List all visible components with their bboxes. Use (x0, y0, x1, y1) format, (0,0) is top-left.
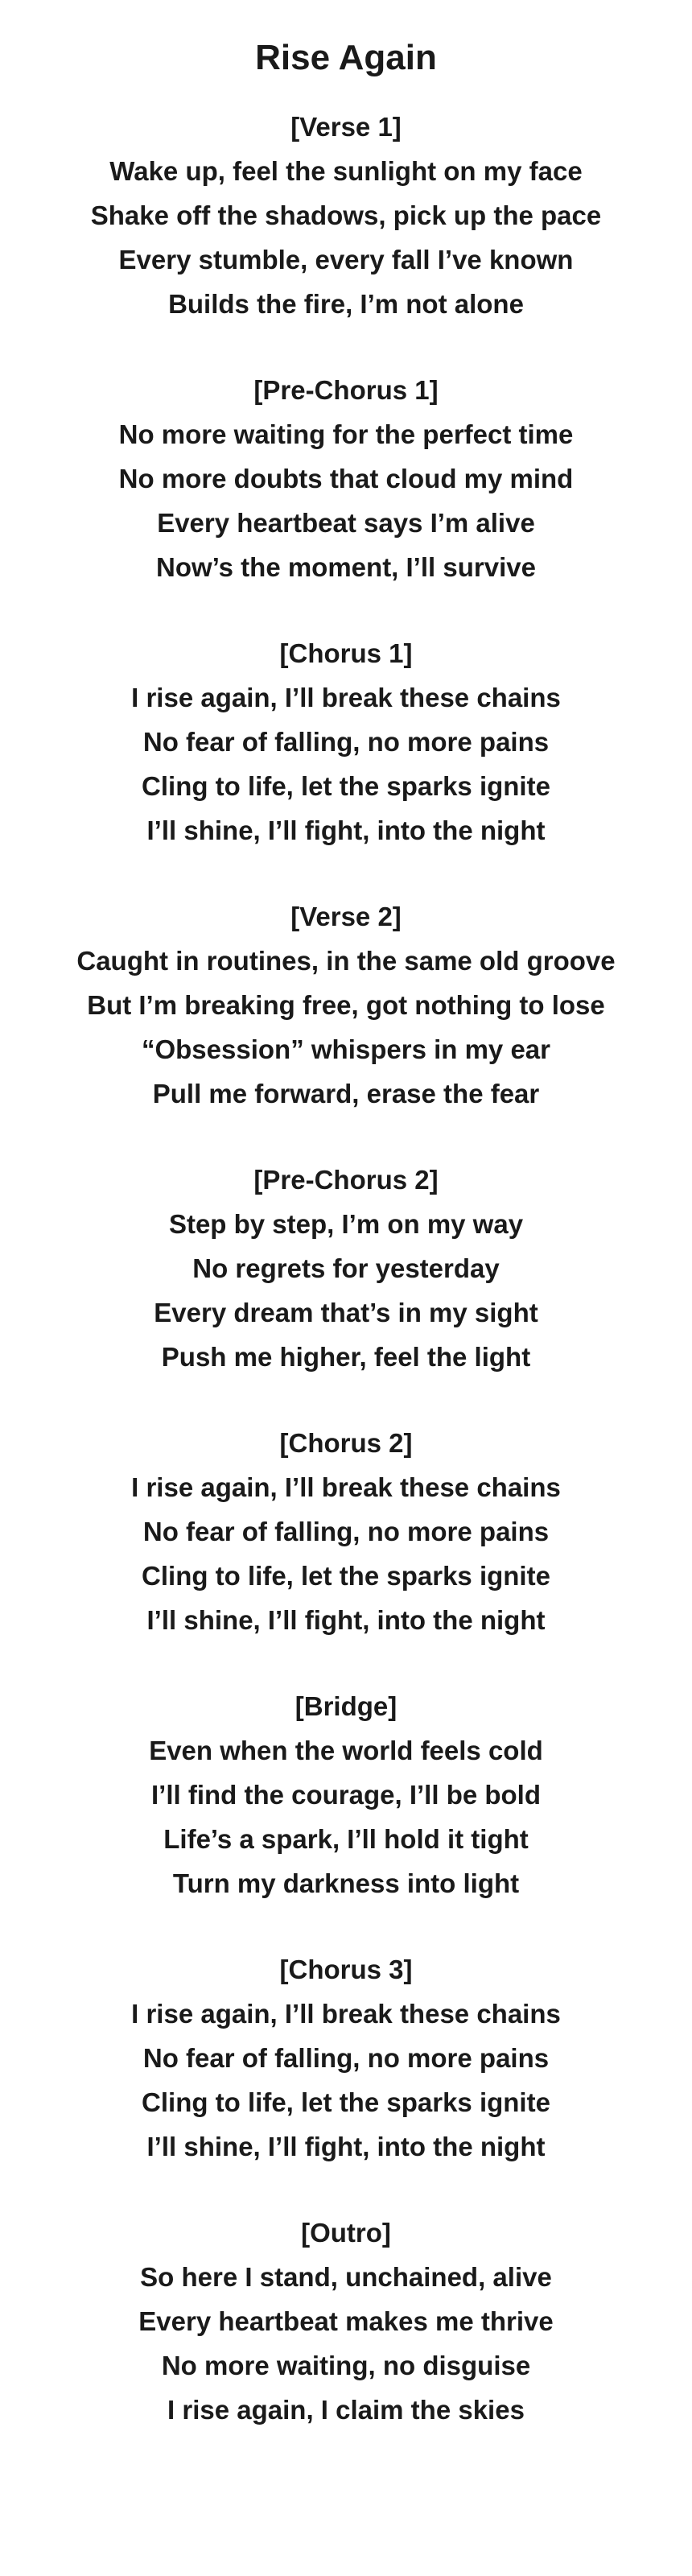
lyric-line: So here I stand, unchained, alive (140, 2262, 552, 2292)
lyric-line: Even when the world feels cold (149, 1736, 543, 1765)
lyric-line: No regrets for yesterday (192, 1253, 500, 1283)
lyric-line: I’ll shine, I’ll fight, into the night (146, 815, 546, 845)
section-header: [Chorus 1] (279, 638, 413, 668)
lyric-line: I’ll shine, I’ll fight, into the night (146, 2132, 546, 2161)
lyric-line: No more waiting, no disguise (161, 2351, 531, 2380)
lyric-line: Now’s the moment, I’ll survive (156, 552, 536, 582)
lyric-line: Cling to life, let the sparks ignite (142, 1561, 550, 1591)
lyric-line: I rise again, I’ll break these chains (131, 1999, 561, 2029)
section-header: [Chorus 2] (279, 1428, 413, 1458)
lyric-line: I rise again, I’ll break these chains (131, 1472, 561, 1502)
lyric-line: No more doubts that cloud my mind (118, 464, 574, 493)
lyric-line: “Obsession” whispers in my ear (141, 1034, 551, 1064)
lyric-line: No fear of falling, no more pains (142, 727, 550, 757)
section-header: [Verse 1] (290, 112, 402, 142)
lyrics-section-pre-chorus-1 (0, 368, 692, 589)
section-header: [Pre-Chorus 1] (253, 375, 439, 405)
section-header: [Bridge] (295, 1691, 397, 1721)
lyric-line: Every heartbeat says I’m alive (157, 508, 535, 538)
lyrics-section-verse-1 (0, 105, 692, 326)
section-header: [Outro] (301, 2218, 391, 2248)
lyrics-section-pre-chorus-2 (0, 1158, 692, 1379)
lyric-line: Shake off the shadows, pick up the pace (90, 200, 602, 230)
lyric-line: I rise again, I’ll break these chains (131, 683, 561, 712)
lyric-line: But I’m breaking free, got nothing to lose (87, 990, 605, 1020)
section-header: [Verse 2] (290, 902, 402, 931)
section-header: [Chorus 3] (279, 1955, 413, 1984)
lyrics-section-verse-2 (0, 894, 692, 1116)
lyric-line: No fear of falling, no more pains (142, 1517, 550, 1546)
lyrics-section-chorus-3 (0, 1947, 692, 2169)
lyric-line: Life’s a spark, I’ll hold it tight (163, 1824, 529, 1854)
lyric-line: Every dream that’s in my sight (154, 1298, 538, 1327)
lyric-line: Pull me forward, erase the fear (152, 1079, 540, 1108)
lyric-line: No more waiting for the perfect time (118, 419, 574, 449)
lyric-line: I rise again, I claim the skies (167, 2395, 525, 2425)
lyrics-section-chorus-1 (0, 631, 692, 852)
section-header: [Pre-Chorus 2] (253, 1165, 439, 1195)
lyric-line: I’ll shine, I’ll fight, into the night (146, 1605, 546, 1635)
lyric-line: Push me higher, feel the light (161, 1342, 531, 1372)
lyric-line: Builds the fire, I’m not alone (168, 289, 524, 319)
lyric-line: Every stumble, every fall I’ve known (118, 245, 574, 275)
lyric-line: Every heartbeat makes me thrive (138, 2306, 554, 2336)
lyric-line: Turn my darkness into light (172, 1868, 520, 1898)
lyrics-section-chorus-2 (0, 1421, 692, 1642)
lyric-line: Cling to life, let the sparks ignite (142, 2087, 550, 2117)
lyrics-section-bridge (0, 1684, 692, 1905)
lyrics-section-outro (0, 2211, 692, 2432)
lyric-line: Cling to life, let the sparks ignite (142, 771, 550, 801)
lyric-line: Wake up, feel the sunlight on my face (109, 156, 583, 186)
lyric-line: Step by step, I’m on my way (168, 1209, 524, 1239)
lyric-line: No fear of falling, no more pains (142, 2043, 550, 2073)
lyric-line: I’ll find the courage, I’ll be bold (150, 1780, 542, 1810)
song-title: Rise Again (255, 38, 437, 77)
lyric-line: Caught in routines, in the same old groove (76, 946, 616, 976)
